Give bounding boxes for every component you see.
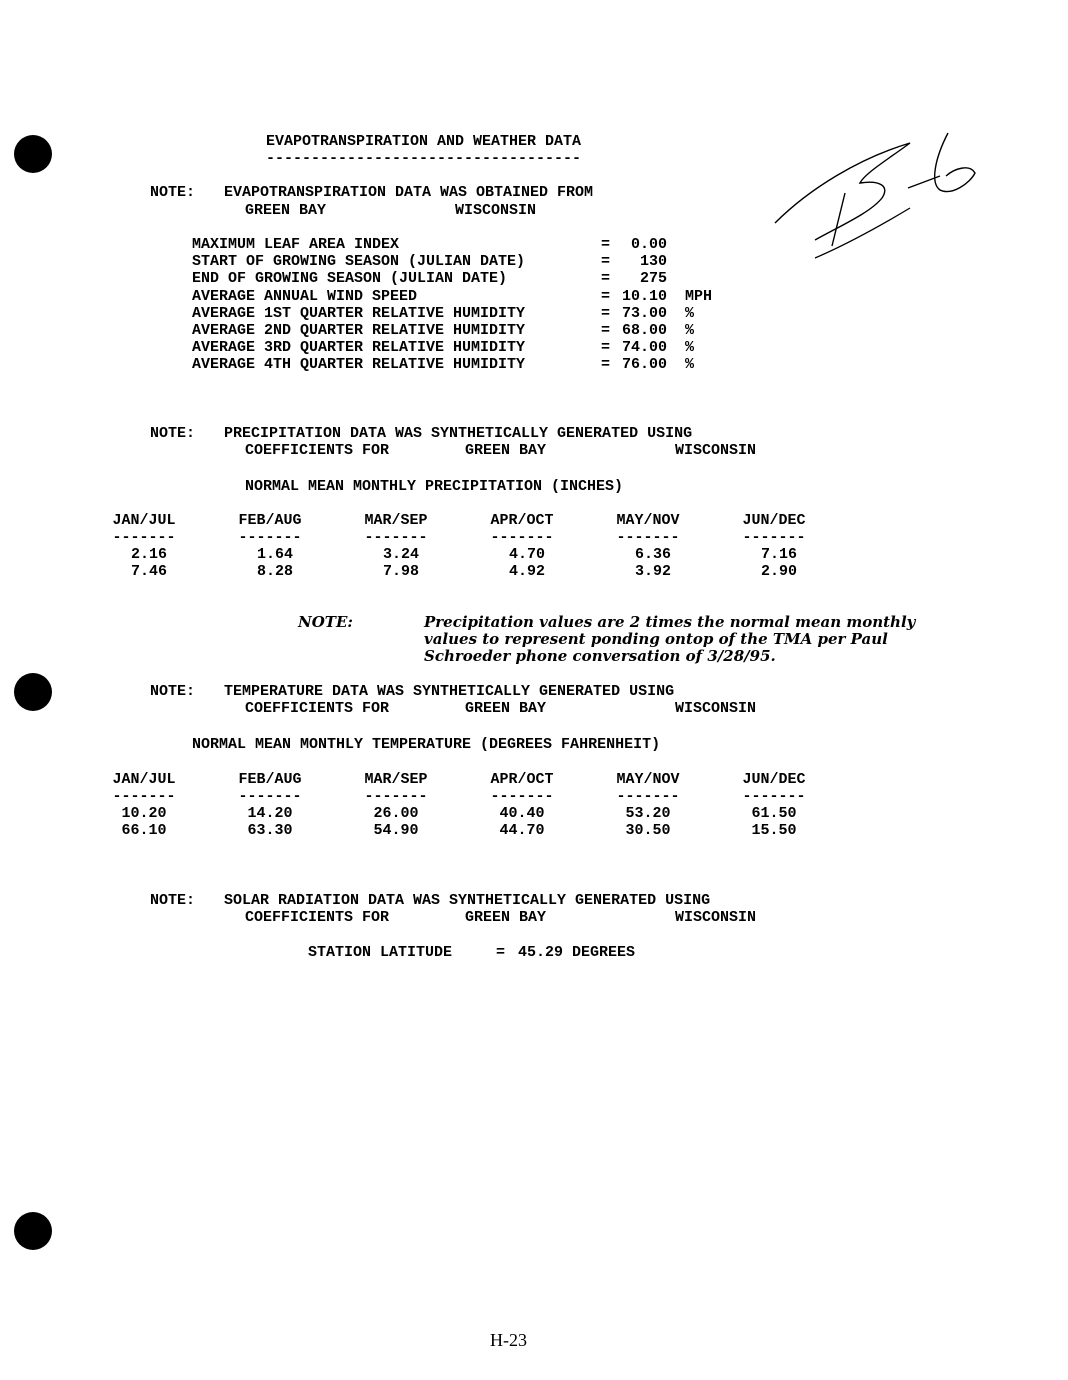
punch-hole-middle xyxy=(14,673,52,711)
table-cell: 3.92 xyxy=(634,563,671,580)
param-value: 0.00 xyxy=(622,236,668,253)
precip-table-title: NORMAL MEAN MONTHLY PRECIPITATION (INCHES) xyxy=(245,478,624,495)
page-title: EVAPOTRANSPIRATION AND WEATHER DATA xyxy=(266,133,582,150)
table-cell: 30.50 xyxy=(625,822,671,839)
table-cell: 15.50 xyxy=(751,822,797,839)
title-underline: ----------------------------------- xyxy=(266,150,582,167)
param-label: MAXIMUM LEAF AREA INDEX xyxy=(192,236,400,253)
station-latitude-value: 45.29 DEGREES xyxy=(518,944,636,961)
param-label: AVERAGE 2ND QUARTER RELATIVE HUMIDITY xyxy=(192,322,526,339)
solar-note-state: WISCONSIN xyxy=(675,909,757,926)
param-unit: % xyxy=(685,356,695,373)
column-rule: ------- xyxy=(616,788,680,805)
italic-note-label: NOTE: xyxy=(298,613,353,631)
punch-hole-top xyxy=(14,135,52,173)
table-cell: 7.16 xyxy=(760,546,797,563)
temp-note-state: WISCONSIN xyxy=(675,700,757,717)
table-cell: 63.30 xyxy=(247,822,293,839)
column-header: FEB/AUG xyxy=(238,771,302,788)
table-cell: 14.20 xyxy=(247,805,293,822)
param-eq: = xyxy=(601,288,611,305)
table-cell: 2.90 xyxy=(760,563,797,580)
param-unit: MPH xyxy=(685,288,713,305)
table-cell: 53.20 xyxy=(625,805,671,822)
table-cell: 66.10 xyxy=(121,822,167,839)
param-label: AVERAGE 3RD QUARTER RELATIVE HUMIDITY xyxy=(192,339,526,356)
column-rule: ------- xyxy=(742,788,806,805)
param-eq: = xyxy=(601,253,611,270)
table-cell: 61.50 xyxy=(751,805,797,822)
column-header: JAN/JUL xyxy=(112,512,176,529)
table-cell: 4.92 xyxy=(508,563,545,580)
param-value: 10.10 xyxy=(622,288,668,305)
param-label: AVERAGE 1ST QUARTER RELATIVE HUMIDITY xyxy=(192,305,526,322)
et-note-label: NOTE: xyxy=(150,184,196,201)
temp-note-label: NOTE: xyxy=(150,683,196,700)
column-header: MAR/SEP xyxy=(364,771,428,788)
column-rule: ------- xyxy=(490,788,554,805)
column-header: APR/OCT xyxy=(490,512,554,529)
param-eq: = xyxy=(601,236,611,253)
table-cell: 2.16 xyxy=(130,546,167,563)
table-cell: 44.70 xyxy=(499,822,545,839)
table-cell: 6.36 xyxy=(634,546,671,563)
column-header: MAY/NOV xyxy=(616,512,680,529)
param-label: END OF GROWING SEASON (JULIAN DATE) xyxy=(192,270,508,287)
italic-note-line2: values to represent ponding ontop of the TMA per Paul xyxy=(424,630,888,648)
table-cell: 1.64 xyxy=(256,546,293,563)
column-rule: ------- xyxy=(112,529,176,546)
temp-table-title: NORMAL MEAN MONTHLY TEMPERATURE (DEGREES FAHRENHEIT) xyxy=(192,736,661,753)
table-cell: 26.00 xyxy=(373,805,419,822)
param-label: START OF GROWING SEASON (JULIAN DATE) xyxy=(192,253,526,270)
et-note-state: WISCONSIN xyxy=(455,202,537,219)
table-cell: 7.98 xyxy=(382,563,419,580)
param-unit: % xyxy=(685,322,695,339)
param-label: AVERAGE ANNUAL WIND SPEED xyxy=(192,288,418,305)
column-header: JUN/DEC xyxy=(742,771,806,788)
station-latitude-eq: = xyxy=(496,944,506,961)
param-value: 275 xyxy=(622,270,668,287)
table-cell: 8.28 xyxy=(256,563,293,580)
solar-note-line1: SOLAR RADIATION DATA WAS SYNTHETICALLY GENERATED USING xyxy=(224,892,711,909)
param-value: 76.00 xyxy=(622,356,668,373)
precip-note-state: WISCONSIN xyxy=(675,442,757,459)
column-rule: ------- xyxy=(490,529,554,546)
param-value: 74.00 xyxy=(622,339,668,356)
temp-note-city: GREEN BAY xyxy=(465,700,547,717)
param-label: AVERAGE 4TH QUARTER RELATIVE HUMIDITY xyxy=(192,356,526,373)
table-cell: 54.90 xyxy=(373,822,419,839)
column-header: JUN/DEC xyxy=(742,512,806,529)
param-value: 73.00 xyxy=(622,305,668,322)
punch-hole-bottom xyxy=(14,1212,52,1250)
param-eq: = xyxy=(601,356,611,373)
page-number: H-23 xyxy=(490,1330,527,1350)
et-note-city: GREEN BAY xyxy=(245,202,327,219)
param-eq: = xyxy=(601,305,611,322)
column-rule: ------- xyxy=(616,529,680,546)
precip-note-label: NOTE: xyxy=(150,425,196,442)
temp-note-coeff: COEFFICIENTS FOR xyxy=(245,700,390,717)
column-header: APR/OCT xyxy=(490,771,554,788)
table-cell: 4.70 xyxy=(508,546,545,563)
column-header: MAY/NOV xyxy=(616,771,680,788)
station-latitude-label: STATION LATITUDE xyxy=(308,944,453,961)
param-value: 130 xyxy=(622,253,668,270)
table-cell: 7.46 xyxy=(130,563,167,580)
param-unit: % xyxy=(685,339,695,356)
solar-note-city: GREEN BAY xyxy=(465,909,547,926)
column-rule: ------- xyxy=(112,788,176,805)
solar-note-label: NOTE: xyxy=(150,892,196,909)
column-rule: ------- xyxy=(238,788,302,805)
precip-note-line1: PRECIPITATION DATA WAS SYNTHETICALLY GENERATED USING xyxy=(224,425,693,442)
table-cell: 40.40 xyxy=(499,805,545,822)
precip-note-city: GREEN BAY xyxy=(465,442,547,459)
column-rule: ------- xyxy=(364,529,428,546)
table-cell: 10.20 xyxy=(121,805,167,822)
temp-note-line1: TEMPERATURE DATA WAS SYNTHETICALLY GENERATED USING xyxy=(224,683,675,700)
italic-note-line1: Precipitation values are 2 times the normal mean monthly xyxy=(424,613,916,631)
column-header: JAN/JUL xyxy=(112,771,176,788)
column-rule: ------- xyxy=(742,529,806,546)
italic-note-line3: Schroeder phone conversation of 3/28/95. xyxy=(424,647,776,665)
column-header: MAR/SEP xyxy=(364,512,428,529)
et-note-line1: EVAPOTRANSPIRATION DATA WAS OBTAINED FROM xyxy=(224,184,594,201)
param-eq: = xyxy=(601,339,611,356)
solar-note-coeff: COEFFICIENTS FOR xyxy=(245,909,390,926)
column-rule: ------- xyxy=(364,788,428,805)
handwritten-page-mark xyxy=(770,128,990,268)
param-value: 68.00 xyxy=(622,322,668,339)
param-unit: % xyxy=(685,305,695,322)
column-header: FEB/AUG xyxy=(238,512,302,529)
param-eq: = xyxy=(601,322,611,339)
param-eq: = xyxy=(601,270,611,287)
precip-note-coeff: COEFFICIENTS FOR xyxy=(245,442,390,459)
column-rule: ------- xyxy=(238,529,302,546)
table-cell: 3.24 xyxy=(382,546,419,563)
